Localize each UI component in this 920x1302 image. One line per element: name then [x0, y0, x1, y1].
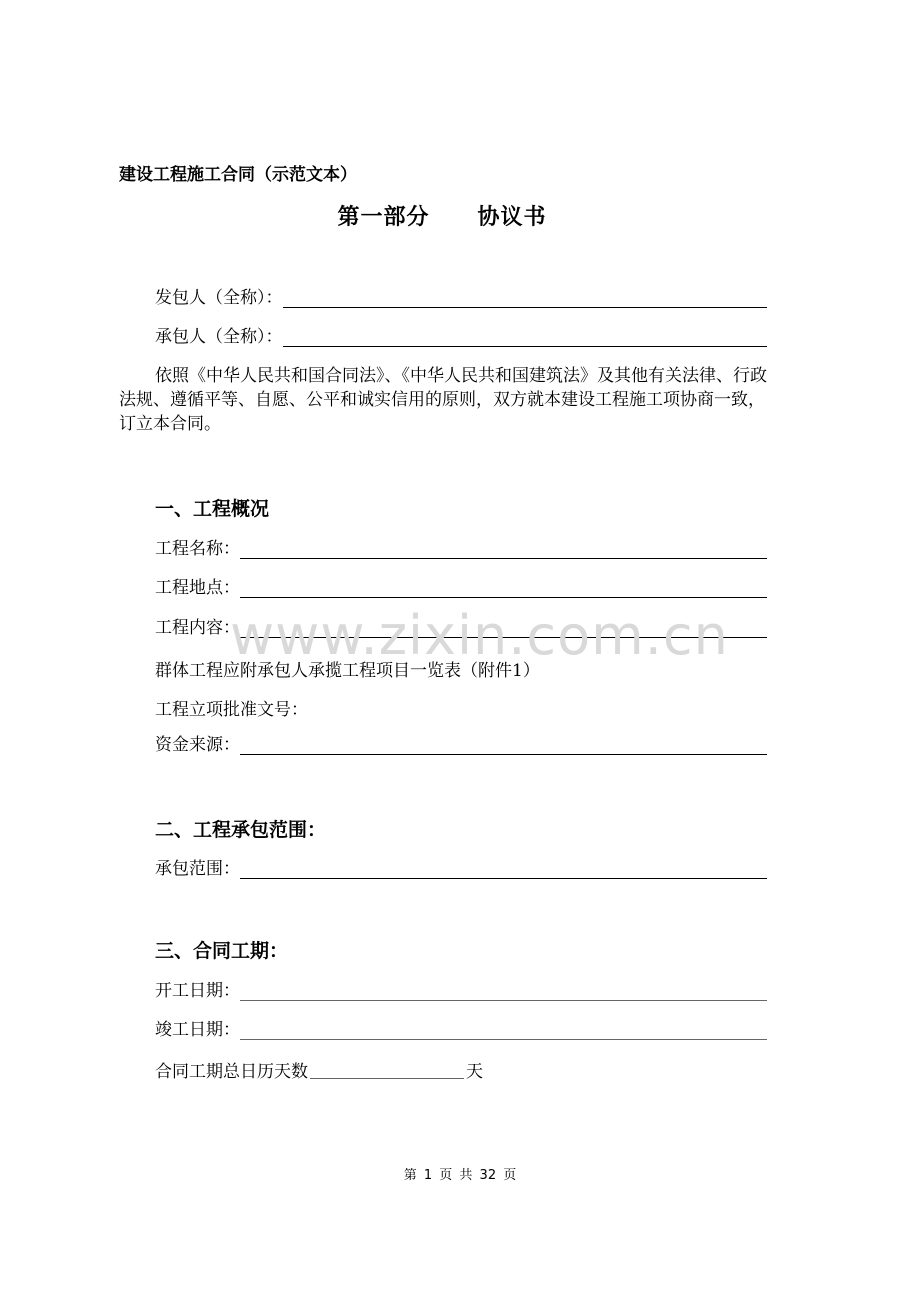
part-title-number: 第一部分 — [337, 204, 430, 230]
page-footer: 第 1 页 共 32 页 — [403, 1168, 517, 1183]
part-title — [0, 200, 884, 231]
completion-date-field[interactable] — [155, 1016, 767, 1042]
start-date-field[interactable] — [155, 977, 767, 1003]
funding-source-label: 资金来源： — [155, 735, 240, 755]
section-3-heading: 三、合同工期： — [155, 940, 289, 962]
project-location-field[interactable] — [155, 574, 767, 600]
contractor-field[interactable] — [155, 323, 767, 349]
start-date-blank[interactable] — [240, 982, 767, 1001]
part-title-name: 协议书 — [477, 204, 547, 230]
start-date-label: 开工日期： — [155, 981, 240, 1001]
employer-label: 发包人（全称）： — [155, 288, 283, 308]
project-location-blank[interactable] — [240, 579, 767, 598]
watermark-text: www.zixin.com.cn — [230, 604, 729, 667]
contractor-label: 承包人（全称）： — [155, 327, 283, 347]
contract-scope-field[interactable] — [155, 855, 767, 881]
project-content-label: 工程内容： — [155, 618, 240, 638]
funding-source-blank[interactable] — [240, 736, 767, 755]
contract-scope-label: 承包范围： — [155, 859, 240, 879]
project-name-label: 工程名称： — [155, 539, 240, 559]
document-title: 建设工程施工合同（示范文本） — [119, 165, 357, 185]
project-location-label: 工程地点： — [155, 578, 240, 598]
contractor-blank[interactable] — [283, 328, 768, 347]
total-days-line — [155, 1057, 483, 1082]
project-content-field[interactable] — [155, 614, 767, 640]
approval-number-label: 工程立项批准文号： — [155, 700, 308, 720]
project-content-blank[interactable] — [240, 619, 767, 638]
project-name-blank[interactable] — [240, 540, 767, 559]
completion-date-label: 竣工日期： — [155, 1020, 240, 1040]
funding-source-field[interactable] — [155, 731, 767, 757]
employer-field[interactable] — [155, 284, 767, 310]
total-days-prefix: 合同工期总日历天数 — [155, 1062, 308, 1082]
total-days-blank[interactable] — [310, 1062, 464, 1079]
employer-blank[interactable] — [283, 289, 768, 308]
completion-date-blank[interactable] — [240, 1021, 767, 1040]
total-days-suffix: 天 — [466, 1062, 483, 1082]
group-project-note: 群体工程应附承包人承揽工程项目一览表（附件1） — [155, 661, 540, 681]
contract-scope-blank[interactable] — [240, 860, 767, 879]
section-1-heading: 一、工程概况 — [155, 498, 270, 520]
intro-paragraph: 依照《中华人民共和国合同法》、《中华人民共和国建筑法》及其他有关法律、行政法规、遵循平等、自愿、公平和诚实信用的原则，双方就本建设工程施工项协商一致，订立本合同。 — [119, 366, 767, 434]
section-2-heading: 二、工程承包范围： — [155, 819, 327, 841]
project-name-field[interactable] — [155, 535, 767, 561]
